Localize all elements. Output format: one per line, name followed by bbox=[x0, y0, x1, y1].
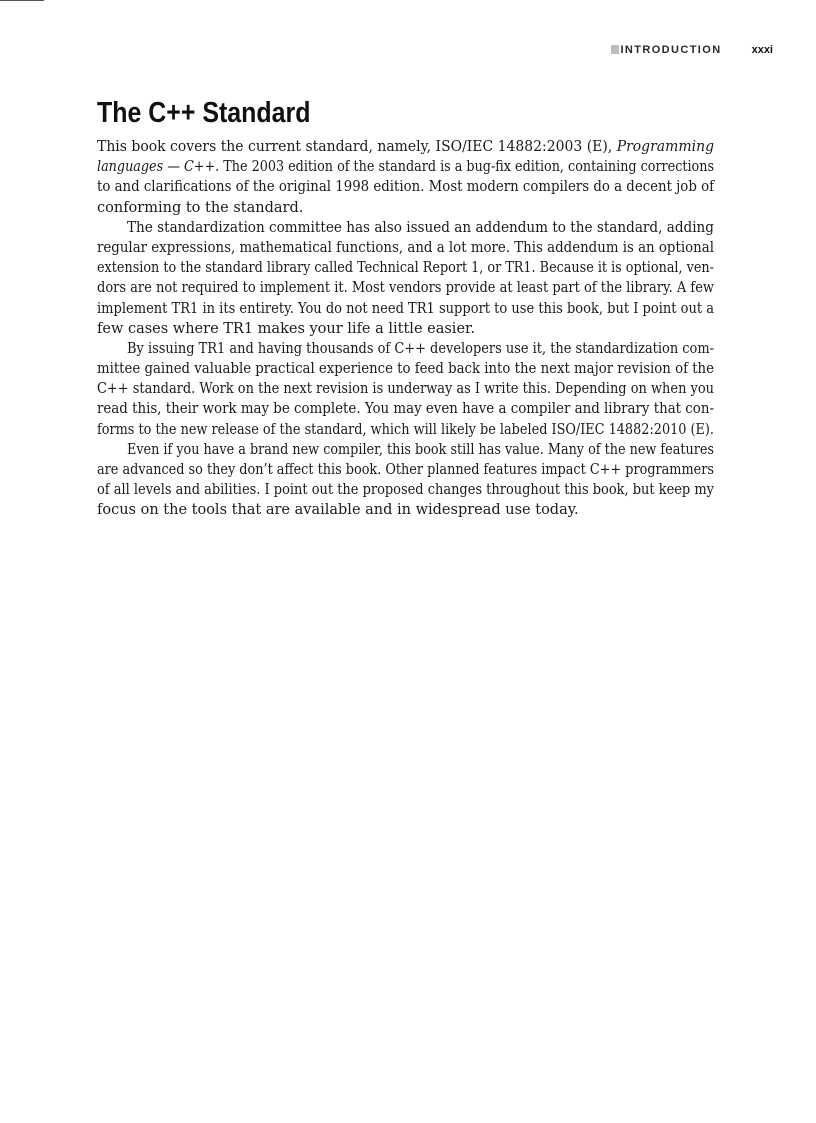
text-line bbox=[97, 359, 737, 379]
text-run: . The 2003 edition of the standard is a bug-fix edition, containing corrections bbox=[215, 159, 715, 176]
section-heading: The C++ Standard bbox=[97, 97, 311, 129]
text-run: mittee gained valuable practical experience to feed back into the next major revision of the bbox=[97, 361, 714, 378]
text-line-content bbox=[97, 198, 303, 218]
text-run: dors are not required to implement it. Most vendors provide at least part of the library. A few bbox=[97, 280, 715, 297]
text-line bbox=[97, 238, 737, 258]
text-run: This book covers the current standard, namely, ISO/IEC 14882:2003 (E), bbox=[97, 139, 617, 155]
italic-text: Programming bbox=[616, 139, 715, 155]
text-line bbox=[97, 177, 737, 197]
text-run: conforming to the standard. bbox=[97, 199, 304, 216]
text-line bbox=[97, 480, 737, 500]
text-line bbox=[97, 319, 737, 339]
corner-rule bbox=[0, 0, 44, 1]
text-run: are advanced so they don’t affect this book. Other planned features impact C++ programmers bbox=[97, 462, 714, 478]
text-line-content bbox=[97, 359, 714, 379]
text-line bbox=[97, 420, 737, 440]
text-line bbox=[97, 500, 737, 520]
text-run: implement TR1 in its entirety. You do not need TR1 support to use this book, but I point out a bbox=[97, 300, 715, 317]
text-run: The standardization committee has also issued an addendum to the standard, adding bbox=[127, 219, 714, 236]
text-run: of all levels and abilities. I point out the proposed changes throughout this book, but keep my bbox=[97, 482, 714, 499]
text-run: Even if you have a brand new compiler, this book still has value. Many of the new features bbox=[127, 441, 714, 458]
text-line-content bbox=[127, 218, 714, 238]
text-run: extension to the standard library called Technical Report 1, or TR1. Because it is optional, ven- bbox=[97, 260, 714, 277]
text-line bbox=[97, 198, 737, 218]
text-line-content bbox=[97, 137, 714, 157]
text-line bbox=[97, 379, 737, 399]
running-head bbox=[0, 43, 773, 57]
text-run: focus on the tools that are available and in widespread use today. bbox=[97, 502, 579, 519]
text-line-content bbox=[97, 399, 714, 419]
text-run: regular expressions, mathematical functions, and a lot more. This addendum is an optional bbox=[97, 239, 714, 256]
text-line-content bbox=[97, 500, 579, 520]
running-head-section: INTRODUCTION bbox=[620, 44, 722, 56]
text-run: By issuing TR1 and having thousands of C++ developers use it, the standardization com- bbox=[127, 340, 714, 357]
text-line bbox=[97, 258, 737, 278]
text-line-content bbox=[97, 177, 714, 197]
text-line-content bbox=[97, 460, 714, 480]
text-run: to and clarifications of the original 1998 edition. Most modern compilers do a decent job of bbox=[97, 179, 715, 196]
text-line-content bbox=[97, 157, 714, 177]
text-line bbox=[97, 278, 737, 298]
text-line bbox=[97, 218, 737, 238]
italic-text: languages — C++ bbox=[97, 159, 216, 176]
section-marker-icon bbox=[611, 45, 619, 54]
text-line-content bbox=[97, 278, 714, 298]
text-line-content bbox=[97, 238, 714, 258]
text-line bbox=[97, 440, 737, 460]
text-line-content bbox=[97, 258, 714, 278]
text-run: forms to the new release of the standard, which will likely be labeled ISO/IEC 14882:2010 (E). bbox=[97, 421, 715, 438]
text-line-content bbox=[127, 339, 714, 359]
text-run: read this, their work may be complete. You may even have a compiler and library that con- bbox=[97, 401, 715, 418]
text-line-content bbox=[97, 379, 714, 399]
paragraph bbox=[97, 137, 737, 218]
text-line-content bbox=[97, 319, 475, 339]
text-line bbox=[97, 157, 737, 177]
text-line bbox=[97, 460, 737, 480]
text-line-content bbox=[97, 480, 714, 500]
text-run: C++ standard. Work on the next revision is underway as I write this. Depending on when you bbox=[97, 381, 715, 398]
paragraph bbox=[97, 440, 737, 521]
text-line bbox=[97, 339, 737, 359]
paragraph bbox=[97, 339, 737, 440]
text-line bbox=[97, 137, 737, 157]
paragraph bbox=[97, 218, 737, 339]
text-run: few cases where TR1 makes your life a little easier. bbox=[97, 320, 475, 337]
text-line-content bbox=[97, 299, 714, 319]
text-line bbox=[97, 299, 737, 319]
body-text bbox=[97, 137, 737, 521]
text-line-content bbox=[97, 420, 714, 440]
page-number: xxxi bbox=[751, 44, 773, 56]
text-line-content bbox=[127, 440, 714, 460]
text-line bbox=[97, 399, 737, 419]
